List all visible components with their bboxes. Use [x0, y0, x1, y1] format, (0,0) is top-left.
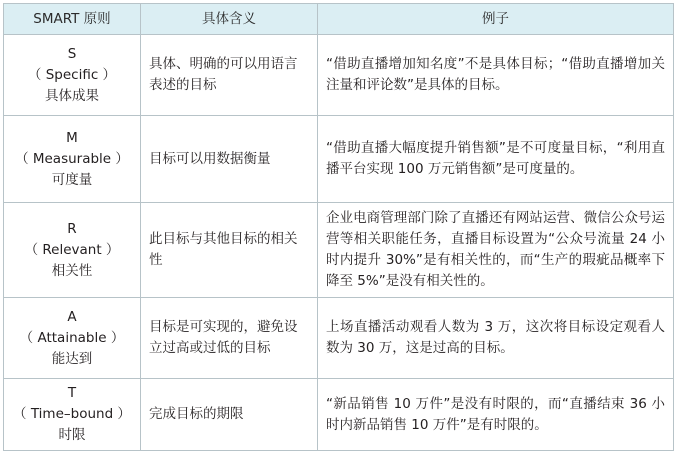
principle-chinese: 时限 — [58, 427, 86, 443]
principle-chinese: 可度量 — [51, 171, 93, 188]
principle-cell — [4, 203, 141, 298]
example-cell: 上场直播活动观看人数为 3 万，这次将目标设定观看人数为 30 万，这是过高的目标。 — [318, 298, 674, 379]
table-row-specific — [4, 35, 674, 116]
table-row-time-bound — [4, 379, 674, 451]
principle-english: （ Specific ） — [27, 66, 117, 83]
header-row — [4, 4, 674, 35]
principle-english: （ Time–bound ） — [13, 406, 131, 422]
principle-english: （ Attainable ） — [19, 329, 125, 346]
example-cell: 企业电商管理部门除了直播还有网站运营、微信公众号运营等相关职能任务，直播目标设置为“公众号流量 24 小时内提升 30%”是有相关性的，而“生产的瑕疵品概率下降至 5%”是没有相关性的。 — [318, 203, 674, 298]
principle-cell — [4, 298, 141, 379]
header-example: 例子 — [318, 4, 674, 35]
header-smart-principle: SMART 原则 — [4, 4, 141, 35]
meaning-cell: 完成目标的期限 — [141, 379, 318, 451]
principle-letter: M — [66, 129, 78, 146]
example-cell: “新品销售 10 万件”是没有时限的，而“直播结束 36 小时内新品销售 10 万件”是有时限的。 — [318, 379, 674, 451]
table-header — [4, 4, 674, 35]
table-body — [4, 35, 674, 451]
table-row-relevant — [4, 203, 674, 298]
principle-cell — [4, 379, 141, 451]
meaning-cell: 此目标与其他目标的相关性 — [141, 203, 318, 298]
meaning-cell: 目标是可实现的，避免设立过高或过低的目标 — [141, 298, 318, 379]
example-cell: “借助直播大幅度提升销售额”是不可度量目标，“利用直播平台实现 100 万元销售额”是可度量的。 — [318, 116, 674, 203]
table-row-attainable — [4, 298, 674, 379]
principle-english: （ Measurable ） — [15, 150, 129, 167]
principle-letter: T — [67, 385, 77, 401]
principle-english: （ Relevant ） — [24, 241, 120, 258]
table-row-measurable — [4, 116, 674, 203]
meaning-cell: 具体、明确的可以用语言表述的目标 — [141, 35, 318, 116]
header-meaning: 具体含义 — [141, 4, 318, 35]
example-cell: “借助直播增加知名度”不是具体目标；“借助直播增加关注量和评论数”是具体的目标。 — [318, 35, 674, 116]
smart-principles-table — [3, 3, 674, 451]
principle-letter: R — [67, 220, 77, 237]
principle-chinese: 相关性 — [51, 262, 93, 279]
principle-letter: A — [67, 308, 77, 325]
meaning-cell: 目标可以用数据衡量 — [141, 116, 318, 203]
principle-letter: S — [67, 45, 77, 62]
principle-chinese: 具体成果 — [45, 87, 99, 104]
principle-cell — [4, 35, 141, 116]
principle-cell — [4, 116, 141, 203]
principle-chinese: 能达到 — [51, 350, 93, 367]
